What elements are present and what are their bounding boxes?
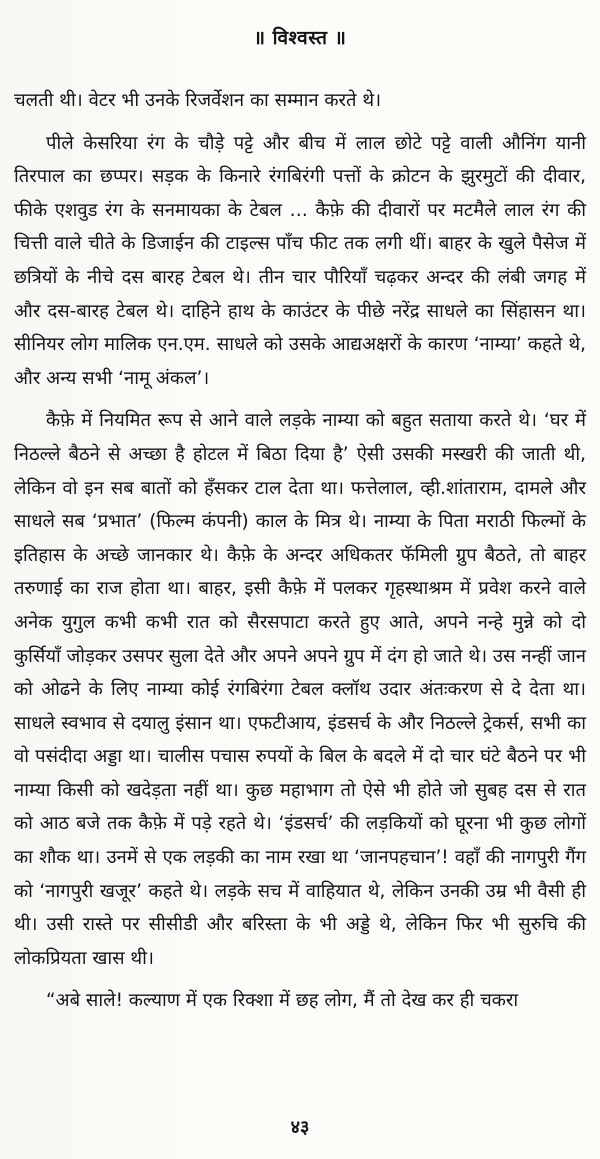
body-text: [14, 84, 586, 1018]
paragraph-cafe-regulars: कैफ़े में नियमित रूप से आने वाले लड़के नाम्या को बहुत सताया करते थे। ‘घर में निठल्ले बैठने से अच्छा है होटल में बिठा दिया है’ ऐसी उसकी मस्खरी की जाती थी, लेकिन वो इन सब बातों को हँसकर टाल देता था। फत्तेलाल, व्ही.शांताराम, दामले और साधले सब ‘प्रभात’ (फिल्म कंपनी) काल के मित्र थे। नाम्या के पिता मराठी फिल्मों के इतिहास के अच्छे जानकार थे। कैफ़े के अन्दर अधिकतर फॅमिली ग्रुप बैठते, तो बाहर तरुणाई का राज होता था। बाहर, इसी कैफ़े में पलकर गृहस्थाश्रम में प्रवेश करने वाले अनेक युगुल कभी कभी रात को सैरसपाटा करते हुए आते, अपने नन्हे मुन्ने को दो कुर्सियाँ जोड़कर उसपर सुला देते और अपने अपने ग्रुप में दंग हो जाते थे। उस नन्हीं जान को ओढने के लिए नाम्या कोई रंगबिरंगा टेबल क्लॉथ उदार अंतःकरण से दे देता था। साधले स्वभाव से दयालु इंसान था। एफटीआय, इंडसर्च के और निठल्ले ट्रेकर्स, सभी का वो पसंदीदा अड्डा था। चालीस पचास रुपयों के बिल के बदले में दो चार घंटे बैठने पर भी नाम्या किसी को खदेड़ता नहीं था। कुछ महाभाग तो ऐसे भी होते जो सुबह दस से रात को आठ बजे तक कैफ़े में पड़े रहते थे। ‘इंडसर्च’ की लड़कियों को घूरना भी कुछ लोगों का शौक था। उनमें से एक लड़की का नाम रखा था ‘जानपहचान’! वहाँ की नागपुरी गैंग को ‘नागपुरी खजूर’ कहते थे। लड़के सच में वाहियात थे, लेकिन उनकी उम्र भी वैसी ही थी। उसी रास्ते पर सीसीडी और बरिस्ता के भी अड्डे थे, लेकिन फिर भी सुरुचि की लोकप्रियता खास थी।: [14, 410, 586, 969]
paragraph-dialogue: “अबे साले! कल्याण में एक रिक्शा में छह लोग, मैं तो देख कर ही चकरा: [46, 990, 519, 1012]
running-header: ॥ विश्वस्त ॥: [253, 27, 347, 49]
paragraph-continuation: चलती थी। वेटर भी उनके रिजर्वेशन का सम्मान करते थे।: [14, 90, 382, 111]
paragraph-cafe-description: पीले केसरिया रंग के चौड़े पट्टे और बीच में लाल छोटे पट्टे वाली औनिंग यानी तिरपाल का छप्पर। सड़क के किनारे रंगबिरंगी पत्तों के क्रोटन के झुरमुटों की दीवार, फीके एशवुड रंग के सनमायका के टेबल … कैफ़े की दीवारों पर मटमैले लाल रंग की चित्ती वाले चीते के डिजाईन की टाइल्स पाँच फीट तक लगी थीं। बाहर के खुले पैसेज में छत्रियों के नीचे दस बारह टेबल थे। तीन चार पौरियाँ चढ़कर अन्दर की लंबी जगह में और दस-बारह टेबल थे। दाहिने हाथ के काउंटर के पीछे नरेंद्र साधले का सिंहासन था। सीनियर लोग मालिक एन.एम. साधले को उसके आद्यअक्षरों के कारण ‘नाम्या’ कहते थे, और अन्य सभी ‘नामू अंकल’।: [14, 132, 586, 389]
page-number: ४३: [290, 1117, 310, 1138]
